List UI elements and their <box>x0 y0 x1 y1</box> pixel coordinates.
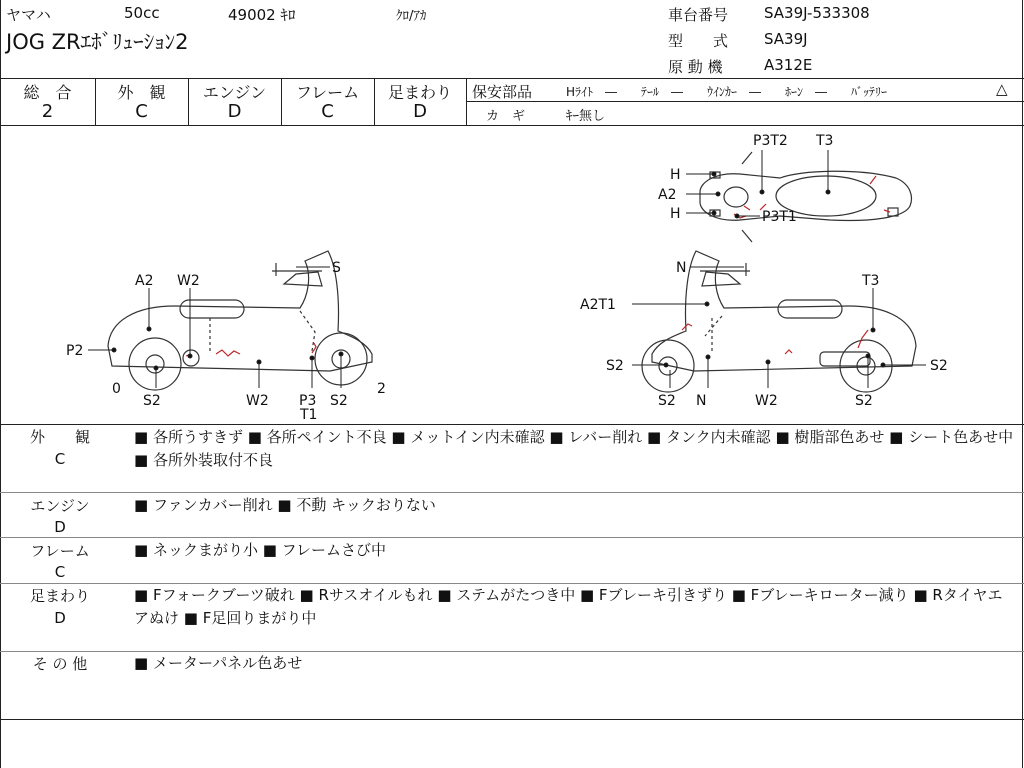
label-left-0: 0 <box>112 381 121 397</box>
damage-marks <box>186 176 890 356</box>
grade-table-top-line <box>0 78 1024 79</box>
label-left-T1: T1 <box>300 407 318 423</box>
section-label: フレーム <box>30 542 90 560</box>
label-top-P3T1: P3T1 <box>762 209 797 225</box>
section-grade: C <box>54 450 66 468</box>
section-label: 足まわり <box>29 587 90 605</box>
section-grade: D <box>54 609 66 627</box>
suspension-grade: D <box>413 101 427 122</box>
label-left-P3: P3 <box>299 393 317 409</box>
frame-number: SA39J-533308 <box>764 4 870 22</box>
section-bottom-line <box>0 719 1024 720</box>
maker: ヤマハ <box>6 6 51 24</box>
label-top-P3T2: P3T2 <box>753 133 788 149</box>
section-top-line <box>0 424 1024 425</box>
scooter-top-view <box>700 152 911 242</box>
label-left-P2: P2 <box>66 343 84 359</box>
engine-grade: D <box>227 101 242 122</box>
section-divider <box>0 492 1024 493</box>
section-text: ■ ファンカバー削れ ■ 不動 キックおりない <box>134 496 436 514</box>
mileage: 49002 ｷﾛ <box>228 6 296 24</box>
exterior-grade: C <box>135 101 148 122</box>
label-left-W2: W2 <box>177 273 200 289</box>
label-right-W2: W2 <box>755 393 778 409</box>
label-left-A2: A2 <box>135 273 154 289</box>
label-right-T3: T3 <box>862 273 880 289</box>
section-text: ■ メーターパネル色あせ <box>134 654 303 672</box>
label-top-T3: T3 <box>816 133 834 149</box>
section-text: ■ 各所うすきず ■ 各所ペイント不良 ■ メットイン内未確認 ■ レバー削れ ■ タンク内未確認 ■ 樹脂部色あせ ■ シート色あせ中 ■ 各所外装取付不良 <box>134 428 1014 469</box>
label-right-S2c: S2 <box>930 358 948 374</box>
frame-right-border <box>1022 0 1023 768</box>
exterior-label: 外 観 <box>117 83 166 102</box>
battery-mark: △ <box>996 80 1008 98</box>
suspension-grade-label: 足まわり <box>387 83 452 102</box>
label-left-2: 2 <box>377 381 386 397</box>
label-top-A2: A2 <box>658 187 677 203</box>
section-label: そ の 他 <box>32 655 88 673</box>
section-text: ■ Fフォークブーツ破れ ■ Rサスオイルもれ ■ ステムがたつき中 ■ Fブレーキ引きずり ■ Fブレーキローター減り ■ Rタイヤエアぬけ ■ F足回りまがり中 <box>134 586 1003 627</box>
label-right-S2d: S2 <box>855 393 873 409</box>
type-label: 型 式 <box>668 32 729 50</box>
grade-divider <box>466 78 467 125</box>
model-name: JOG ZRｴﾎﾞﾘｭｰｼｮﾝ2 <box>6 30 189 54</box>
label-left-W2b: W2 <box>246 393 269 409</box>
overall-grade: 2 <box>41 101 54 122</box>
safety-mid-line <box>466 101 1024 102</box>
section-grade: C <box>54 563 66 581</box>
label-right-S2b: S2 <box>658 393 676 409</box>
key-label: カ ギ <box>486 109 526 124</box>
type-value: SA39J <box>764 30 808 48</box>
label-top-H1: H <box>670 167 681 183</box>
section-grade: D <box>54 518 66 536</box>
safety-items: Hﾗｲﾄ ― ﾃｰﾙ ― ｳｲﾝｶｰ ― ﾎｰﾝ ― ﾊﾞｯﾃﾘｰ <box>566 85 888 99</box>
overall-label: 総 合 <box>23 83 72 102</box>
section-text: ■ ネックまがり小 ■ フレームさび中 <box>134 541 387 559</box>
frame-grade-label: フレーム <box>295 83 360 102</box>
frame-grade: C <box>321 101 334 122</box>
key-value: ｷｰ無し <box>566 109 606 124</box>
engine-label: 原 動 機 <box>668 58 723 76</box>
engine-value: A312E <box>764 56 813 74</box>
section-label: エンジン <box>30 497 90 515</box>
label-right-N2: N <box>696 393 707 409</box>
leader-lines <box>88 150 926 388</box>
label-top-H2: H <box>670 206 681 222</box>
color: ｸﾛ/ｱｶ <box>396 9 427 24</box>
engine-grade-label: エンジン <box>202 83 267 102</box>
label-right-A2T1: A2T1 <box>580 297 616 313</box>
safety-label: 保安部品 <box>472 83 533 101</box>
label-left-S: S <box>332 260 341 276</box>
section-divider <box>0 537 1024 538</box>
section-label: 外 観 <box>29 428 90 446</box>
label-right-N: N <box>676 260 687 276</box>
frame-number-label: 車台番号 <box>668 6 729 24</box>
label-right-S2a: S2 <box>606 358 624 374</box>
label-left-S2b: S2 <box>330 393 348 409</box>
damage-diagram <box>0 126 1022 424</box>
label-left-S2a: S2 <box>143 393 161 409</box>
displacement: 50cc <box>124 4 160 22</box>
